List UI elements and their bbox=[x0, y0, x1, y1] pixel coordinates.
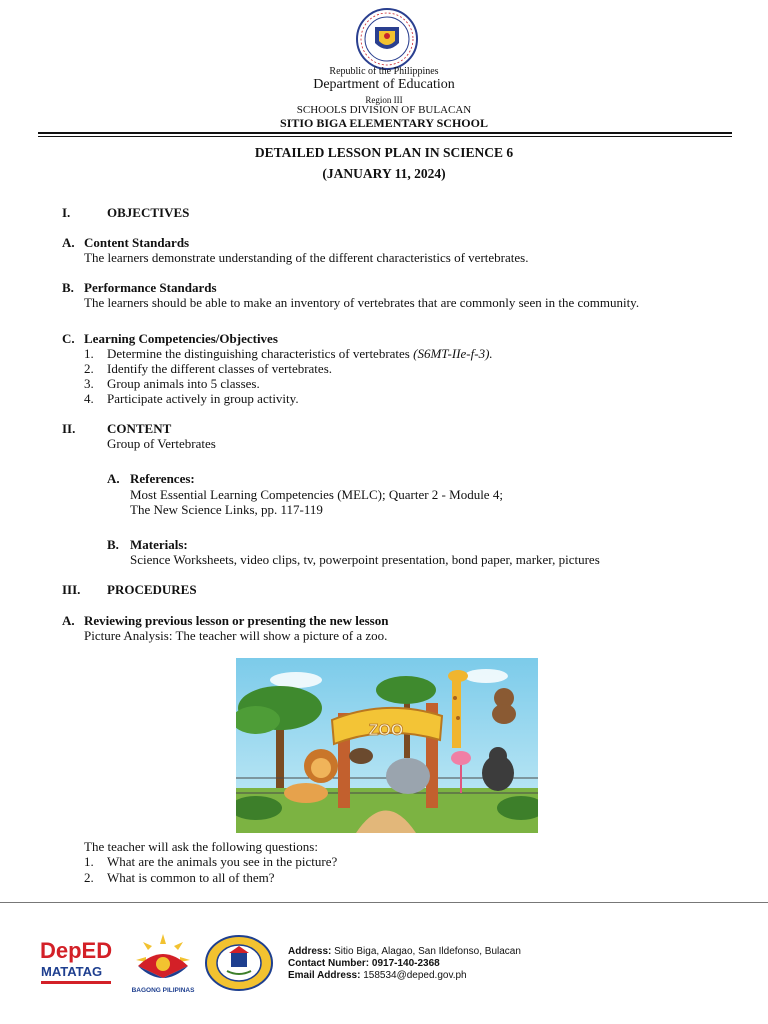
zoo-sign-text: ZOO bbox=[368, 722, 404, 739]
address-label: Address: bbox=[288, 946, 332, 957]
footer-rule bbox=[0, 902, 768, 903]
deped-matatag-logo bbox=[38, 934, 114, 994]
lesson-plan-title: DETAILED LESSON PLAN IN SCIENCE 6 bbox=[254, 145, 514, 160]
division-line: SCHOOLS DIVISION OF BULACAN bbox=[296, 104, 472, 116]
subsection-letter: A. bbox=[62, 235, 75, 250]
competency-item bbox=[107, 346, 493, 362]
content-text: Group of Vertebrates bbox=[107, 436, 216, 451]
school-seal-logo bbox=[205, 935, 273, 991]
list-item-number: 3. bbox=[84, 376, 94, 391]
zoo-picture bbox=[236, 658, 538, 833]
header-rule-thin bbox=[38, 136, 732, 137]
list-item-number: 1. bbox=[84, 346, 94, 361]
email-value: 158534@deped.gov.ph bbox=[360, 970, 467, 981]
header-rule-thick bbox=[38, 132, 732, 134]
footer-address bbox=[288, 946, 521, 957]
bagong-pilipinas-text: BAGONG PILIPINAS bbox=[131, 987, 195, 994]
review-heading: Reviewing previous lesson or presenting the new lesson bbox=[84, 613, 389, 628]
review-text: Picture Analysis: The teacher will show a picture of a zoo. bbox=[84, 628, 388, 643]
footer-email bbox=[288, 970, 467, 981]
list-item-number: 4. bbox=[84, 391, 94, 406]
list-item-number: 1. bbox=[84, 854, 94, 869]
question-item: What are the animals you see in the picture? bbox=[107, 854, 338, 869]
materials-text: Science Worksheets, video clips, tv, powerpoint presentation, bond paper, marker, pictures bbox=[130, 552, 600, 567]
questions-intro: The teacher will ask the following questions: bbox=[84, 839, 318, 854]
materials-heading: Materials: bbox=[130, 537, 188, 552]
contact-value: 0917-140-2368 bbox=[369, 958, 440, 969]
subsection-letter: A. bbox=[62, 613, 75, 628]
competencies-heading: Learning Competencies/Objectives bbox=[84, 331, 278, 346]
subsection-letter: B. bbox=[107, 537, 119, 552]
objectives-heading: OBJECTIVES bbox=[107, 205, 190, 220]
content-heading: CONTENT bbox=[107, 421, 172, 436]
references-line: The New Science Links, pp. 117-119 bbox=[130, 502, 323, 517]
section-numeral: III. bbox=[62, 582, 81, 597]
references-heading: References: bbox=[130, 471, 195, 486]
competency-item: Identify the different classes of vertebrates. bbox=[107, 361, 332, 376]
matatag-logo-text: MATATAG bbox=[41, 964, 103, 979]
list-item-number: 2. bbox=[84, 870, 94, 885]
list-item-number: 2. bbox=[84, 361, 94, 376]
references-line: Most Essential Learning Competencies (MELC); Quarter 2 - Module 4; bbox=[130, 487, 503, 502]
content-standards-text: The learners demonstrate understanding of the different characteristics of vertebrates. bbox=[84, 250, 529, 265]
subsection-letter: A. bbox=[107, 471, 120, 486]
subsection-letter: C. bbox=[62, 331, 75, 346]
deped-seal-logo bbox=[349, 7, 425, 71]
performance-standards-text: The learners should be able to make an inventory of vertebrates that are commonly seen in the community. bbox=[84, 295, 640, 310]
competency-item: Group animals into 5 classes. bbox=[107, 376, 260, 391]
question-item: What is common to all of them? bbox=[107, 870, 275, 885]
competency-text: Determine the distinguishing characteristics of vertebrates bbox=[107, 346, 414, 361]
republic-line: Republic of the Philippines bbox=[329, 66, 439, 77]
contact-label: Contact Number: bbox=[288, 958, 370, 969]
procedures-heading: PROCEDURES bbox=[107, 582, 197, 597]
department-name: Department of Education bbox=[313, 77, 455, 92]
subsection-letter: B. bbox=[62, 280, 74, 295]
melc-code: (S6MT-IIe-f-3). bbox=[413, 346, 493, 361]
section-numeral: II. bbox=[62, 421, 76, 436]
region-line: Region III bbox=[365, 95, 403, 105]
content-standards-heading: Content Standards bbox=[84, 235, 190, 250]
school-name: SITIO BIGA ELEMENTARY SCHOOL bbox=[280, 116, 488, 130]
section-numeral: I. bbox=[62, 205, 71, 220]
address-value: Sitio Biga, Alagao, San Ildefonso, Bulacan bbox=[331, 946, 521, 957]
competency-item: Participate actively in group activity. bbox=[107, 391, 299, 406]
footer-contact bbox=[288, 958, 440, 969]
bagong-pilipinas-logo bbox=[128, 932, 198, 996]
lesson-plan-date: (JANUARY 11, 2024) bbox=[322, 166, 446, 181]
performance-standards-heading: Performance Standards bbox=[84, 280, 217, 295]
deped-logo-text: DepED bbox=[40, 938, 113, 963]
email-label: Email Address: bbox=[288, 970, 361, 981]
